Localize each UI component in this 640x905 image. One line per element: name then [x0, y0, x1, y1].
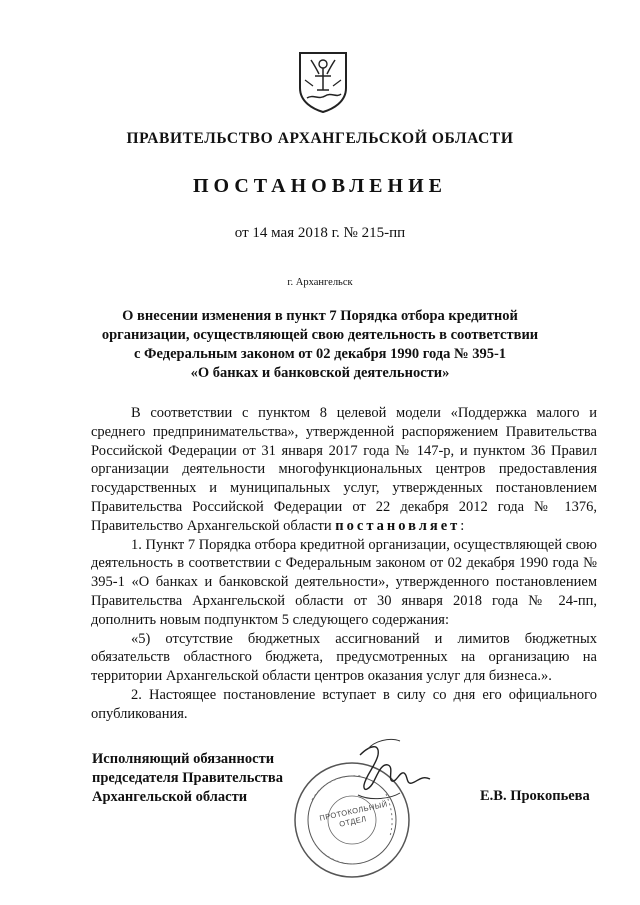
title-line: организации, осуществляющей свою деятельность в соответствии	[101, 327, 539, 343]
document-type: ПОСТАНОВЛЕНИЕ	[193, 175, 447, 197]
signer-position	[92, 750, 283, 807]
title-line: О внесении изменения в пункт 7 Порядка отбора кредитной	[122, 308, 518, 324]
preamble-end: :	[460, 517, 465, 534]
signer-line: Исполняющий обязанности	[92, 751, 275, 767]
clause-1: 1. Пункт 7 Порядка отбора кредитной организации, осуществляющей свою деятельность в соответствии с Федеральным законом от 02 декабря 1990 года № 395-1 «О банках и банковской деятельности», утвержденного постановлением Правительства Архангельской области от 30 января 2018 года № 24-пп, дополнить новым подпунктом 5 следующего содержания:	[91, 536, 597, 628]
handwritten-signature-icon	[330, 735, 450, 815]
decree-keyword: постановляет	[335, 517, 461, 534]
preamble-paragraph	[91, 404, 597, 536]
document-city: г. Архангельск	[287, 277, 353, 288]
subclause-5: «5) отсутствие бюджетных ассигнований и лимитов бюджетных обязательств областного бюджета, предусмотренных на организацию на территории Архангельской области центров оказания услуг для бизнеса.».	[91, 630, 597, 685]
signer-line: Архангельской области	[92, 789, 248, 805]
document-title	[0, 307, 640, 383]
stamp-text: ПРОТОКОЛЬНЫЙ ОТДЕЛ	[318, 799, 389, 829]
signer-line: председателя Правительства	[92, 770, 284, 786]
title-line: с Федеральным законом от 02 декабря 1990 года № 395-1	[133, 346, 507, 362]
government-name: ПРАВИТЕЛЬСТВО АРХАНГЕЛЬСКОЙ ОБЛАСТИ	[126, 130, 514, 147]
preamble-text: В соответствии с пунктом 8 целевой модели «Поддержка малого и среднего предпринимательства», утвержденной распоряжением Правительства Российской Федерации от 31 января 2017 года № 147-р, и пунктом 36 Правил организации деятельности многофункциональных центров предоставления государственных и муниципальных услуг, утвержденных постановлением Правительства Российской Федерации от 22 декабря 2012 года № 1376, Правительство Архангельской области	[91, 405, 597, 534]
coat-of-arms-icon	[297, 50, 349, 114]
document-date-number: от 14 мая 2018 г. № 215-пп	[234, 225, 406, 241]
clause-2: 2. Настоящее постановление вступает в силу со дня его официального опубликования.	[91, 686, 597, 722]
title-line: «О банках и банковской деятельности»	[190, 365, 450, 381]
signer-name: Е.В. Прокопьева	[480, 788, 590, 804]
document-body	[91, 404, 597, 724]
